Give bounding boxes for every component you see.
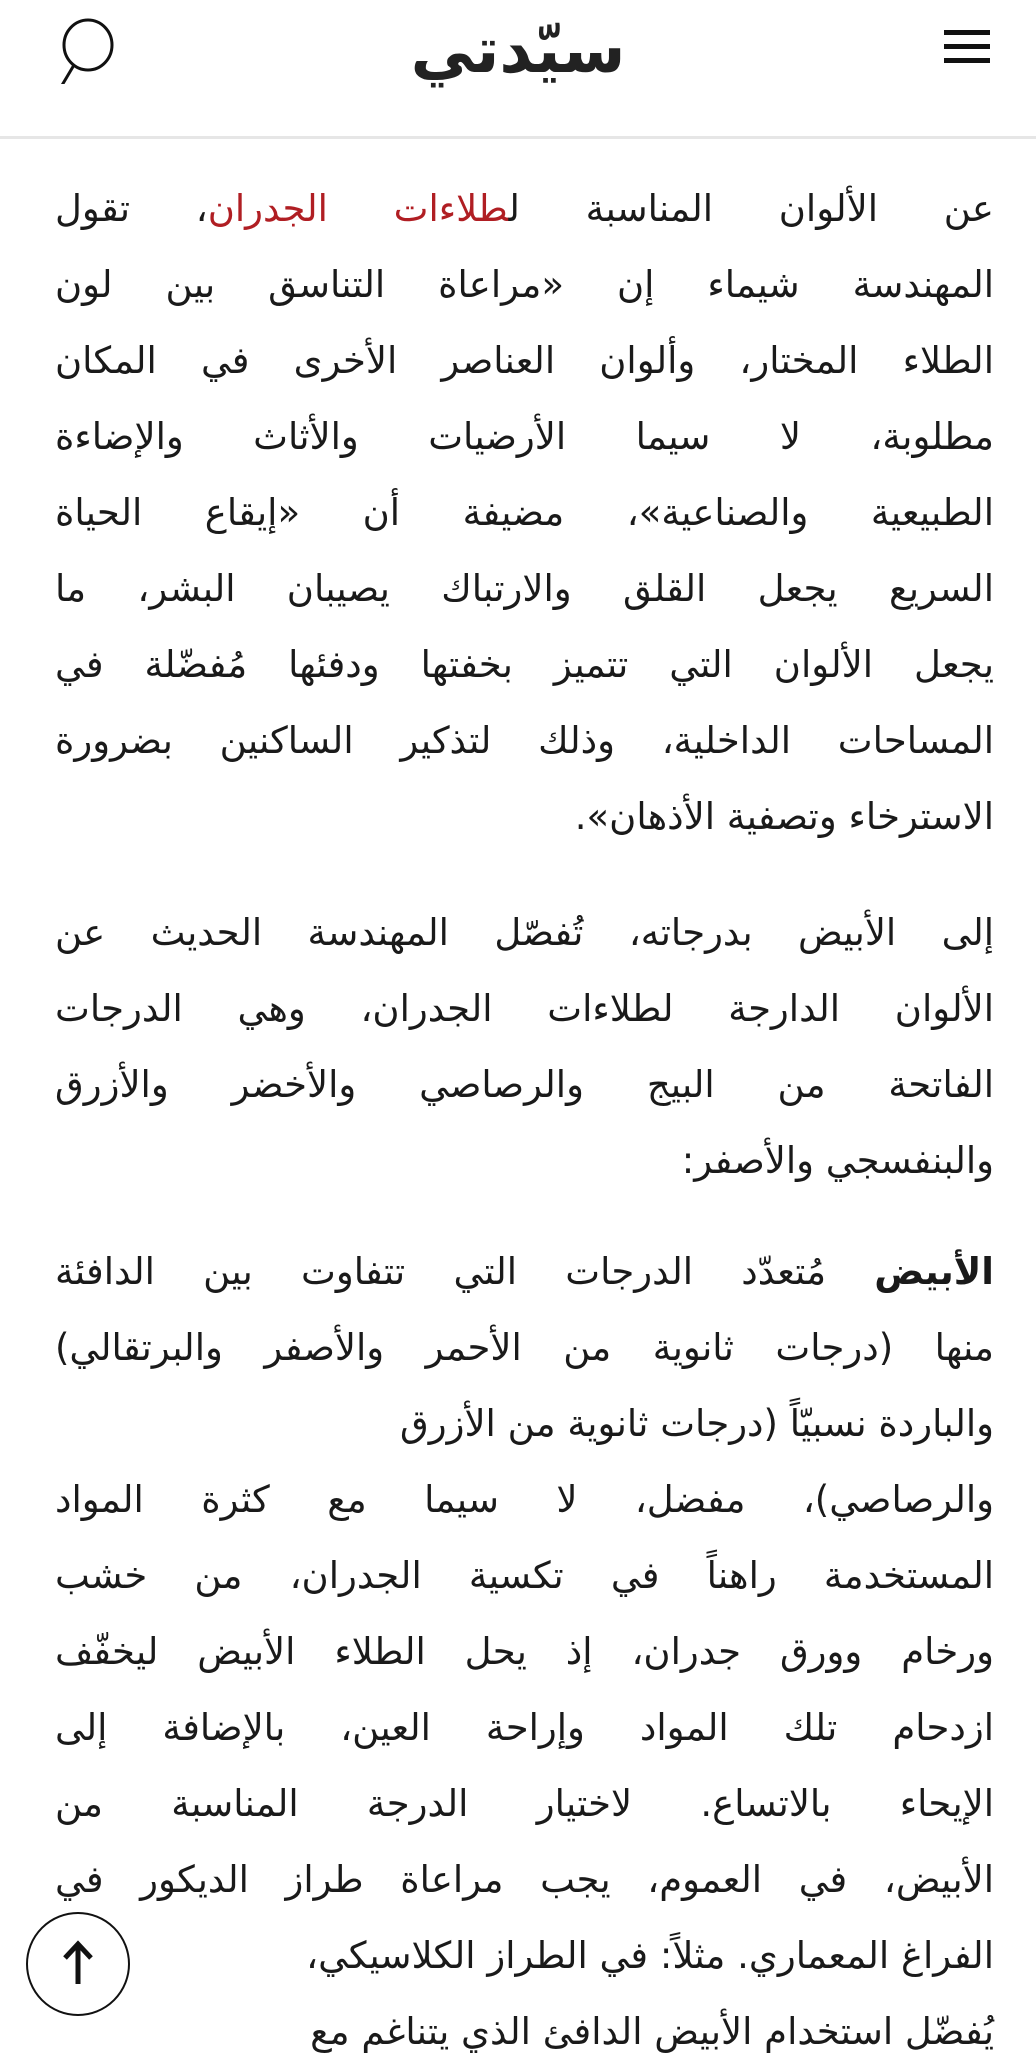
text-line [55,171,994,247]
bold-term: الأبيض [874,1250,994,1293]
text-line: منها (درجات ثانوية من الأحمر والأصفر والبرتقالي) [55,1326,994,1369]
text-line: الألوان الدارجة لطلاءات الجدران، وهي الدرجات [55,987,994,1030]
back-to-top-button[interactable] [26,1912,130,2016]
menu-bar [944,58,990,63]
arrow-up-icon [28,1914,128,2014]
text-line: المستخدمة راهناً في تكسية الجدران، من خشب [55,1554,994,1597]
paragraph-2 [55,895,994,1199]
text-line [55,1234,994,1310]
text-line: المهندسة شيماء إن «مراعاة التناسق بين لون [55,263,994,306]
text-line: والبنفسجي والأصفر: [681,1139,994,1182]
site-logo[interactable]: سيّدتي [410,14,626,88]
text-line: السريع يجعل القلق والارتباك يصيبان البشر، ما [55,567,994,610]
text-line: الفراغ المعماري. مثلاً: في الطراز الكلاسيكي، [306,1934,994,1977]
hamburger-menu-button[interactable] [944,30,990,64]
wall-paint-link[interactable]: طلاءات الجدران [207,187,509,230]
text-line: يجعل الألوان التي تتميز بخفتها ودفئها مُفضّلة في [55,643,994,686]
text-line: الطبيعية والصناعية»، مضيفة أن «إيقاع الحياة [55,491,994,534]
menu-bar [944,30,990,35]
paragraph-1 [55,171,994,855]
text-line: يُفضّل استخدام الأبيض الدافئ الذي يتناغم مع [310,2010,994,2053]
text-line: الفاتحة من البيج والرصاصي والأخضر والأزرق [55,1063,994,1106]
text-line: ورخام وورق جدران، إذ يحل الطلاء الأبيض ليخفّف [55,1630,994,1673]
text-line: الاسترخاء وتصفية الأذهان». [574,795,994,838]
text-line: الأبيض، في العموم، يجب مراعاة طراز الديكور في [55,1858,994,1901]
menu-bar [944,44,990,49]
text-line: مطلوبة، لا سيما الأرضيات والأثاث والإضاءة [55,415,994,458]
text-line: والباردة نسبيّاً (درجات ثانوية من الأزرق [400,1402,994,1445]
text-line: المساحات الداخلية، وذلك لتذكير الساكنين بضرورة [55,719,994,762]
text-line: إلى الأبيض بدرجاته، تُفصّل المهندسة الحديث عن [55,911,994,954]
text-line: الإيحاء بالاتساع. لاختيار الدرجة المناسبة من [55,1782,994,1825]
text: عن الألوان المناسبة ل [508,187,994,230]
text-line: ازدحام تلك المواد وإراحة العين، بالإضافة إلى [55,1706,994,1749]
paragraph-3 [55,1234,994,2070]
text-line: الطلاء المختار، وألوان العناصر الأخرى في المكان [55,339,994,382]
text: ، تقول [55,187,208,230]
text-line: والرصاصي)، مفضل، لا سيما مع كثرة المواد [55,1478,994,1521]
text: مُتعدّد الدرجات التي تتفاوت بين الدافئة [55,1250,875,1293]
site-header [0,0,1036,139]
